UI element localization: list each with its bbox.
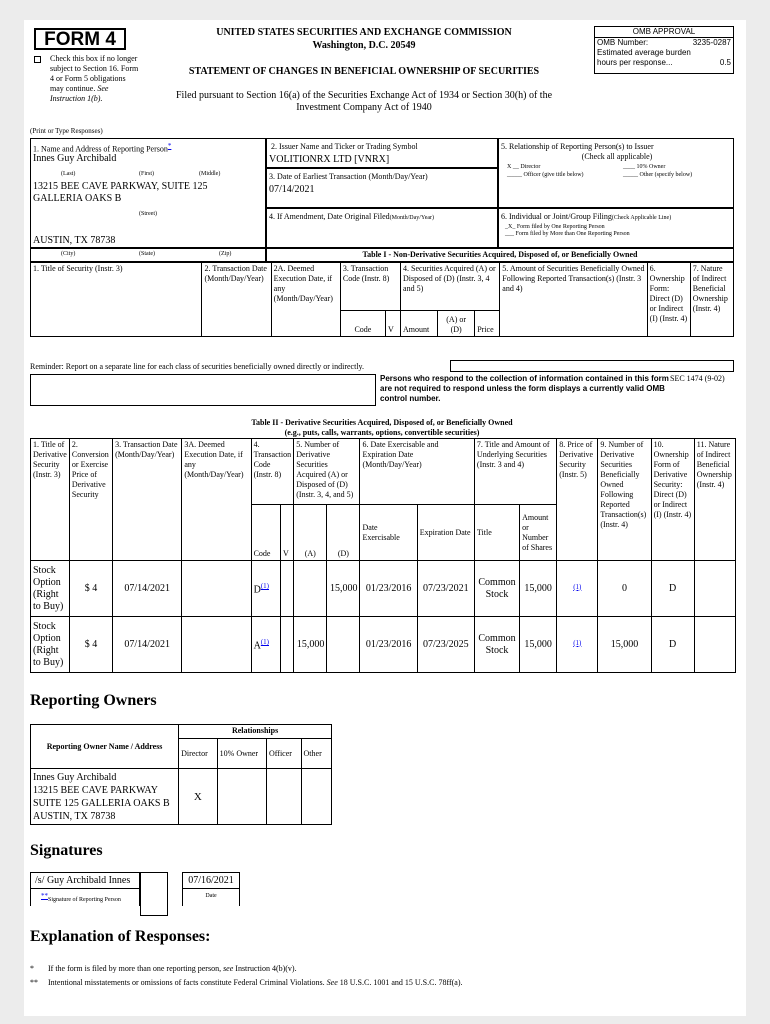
director-option: X __ Director bbox=[507, 164, 541, 170]
checkbox-text: Check this box if no longer subject to Section 16. Form 4 or Form 5 obligations may continue. See Instruction 1(b). bbox=[50, 54, 139, 103]
footnote-star: * If the form is filed by more than one reporting person, see Instruction 4(b)(v). bbox=[30, 964, 297, 973]
reminder-blank-right bbox=[450, 360, 734, 372]
sec-code: SEC 1474 (9-02) bbox=[670, 374, 725, 383]
form-title-box bbox=[34, 28, 126, 50]
persons-notice: Persons who respond to the collection of information contained in this form are not required to respond unless the form displays a currently valid OMB control number. bbox=[380, 374, 669, 403]
signature-box: /s/ Guy Archibald Innes **Signature of Reporting Person bbox=[30, 872, 140, 906]
reporting-person-box: 1. Name and Address of Reporting Person* Innes Guy Archibald (Last) (First) (Middle) 13215 BEE CAVE PARKWAY, SUITE 125 GALLERIA OAKS B (Street) AUSTIN, TX 78738 bbox=[30, 138, 266, 248]
table2-title: Table II - Derivative Securities Acquired, Disposed of, or Beneficially Owned (e.g., puts, calls, warrants, options, convertible securities) bbox=[251, 418, 513, 437]
reporting-owners-heading: Reporting Owners bbox=[30, 692, 157, 709]
table-derivative: 1. Title of Derivative Security (Instr. 3) 2. Conversion or Exercise Price of Derivative Security 3. Transaction Date (Month/Day/Year) 3A. Deemed Execution Date, if any (Month/Day/Year) 4. Transaction Code (Instr. 8) 5. Number of Derivative Securities Acquired (A) or Disposed of (D) (Instr. 3, 4, and 5) 6. Date Exercisable and Expiration Date (Month/Day/Year) 7. Title and Amount of Underlying Securities (Instr. 3 and 4) 8. Price of Derivative Security (Instr. 5) 9. Number of Derivative Securities Beneficially Owned Following Reported Transaction(s) (Instr. 4) 10. Ownership Form of Derivative Security: Direct (D) or Indirect (I) (Instr. 4) 11. Nature of Indirect Beneficial Ownership (Instr. 4) Code V (A) (D) Date Exercisable Expiration Date Title Amount or Number of Shares Stock Option (Right to Buy) $ 4 07/14/2021 D$^{(1)}$ 15,000 01/23/2016 07/23/2021 Common Stock 15,000 (1) 0 D Stock Option (Right to Buy) $ 4 07/14/2021 A$^{(1)}$ 15,000 01/23/2016 07/23/2025 Common Stock 15,000 (1) 15,000 D bbox=[30, 438, 736, 673]
city-state-zip-row: (City) (State) (Zip) bbox=[30, 248, 266, 262]
star-footnote-link[interactable]: * bbox=[167, 142, 172, 150]
amendment-box: 4. If Amendment, Date Original Filed(Month/Day/Year) bbox=[266, 208, 498, 248]
reporting-address: 13215 BEE CAVE PARKWAY, SUITE 125 GALLERIA OAKS B bbox=[33, 181, 208, 204]
table-non-derivative: 1. Title of Security (Instr. 3) 2. Transaction Date (Month/Day/Year) 2A. Deemed Execution Date, if any (Month/Day/Year) 3. Transaction Code (Instr. 8) 4. Securities Acquired (A) or Disposed of (D) (Instr. 3, 4 and 5) 5. Amount of Securities Beneficially Owned Following Reported Transaction(s) (Instr. 3 and 4) 6. Ownership Form: Direct (D) or Indirect (I) (Instr. 4) 7. Nature of Indirect Beneficial Ownership (Instr. 4) Code V Amount (A) or (D) Price bbox=[30, 262, 734, 337]
derivative-row: Stock Option (Right to Buy) $ 4 07/14/2021 A$^{(1)}$ 15,000 01/23/2016 07/23/2025 Common Stock 15,000 (1) 15,000 D bbox=[31, 617, 736, 673]
derivative-row: Stock Option (Right to Buy) $ 4 07/14/2021 D$^{(1)}$ 15,000 01/23/2016 07/23/2021 Common Stock 15,000 (1) 0 D bbox=[31, 561, 736, 617]
statement-title: STATEMENT OF CHANGES IN BENEFICIAL OWNERSHIP OF SECURITIES bbox=[188, 66, 540, 77]
issuer-box: 2. Issuer Name and Ticker or Trading Symbol VOLITIONRX LTD [VNRX] bbox=[266, 138, 498, 168]
table1-title: Table I - Non-Derivative Securities Acquired, Disposed of, or Beneficially Owned bbox=[266, 248, 734, 262]
filing-box: 6. Individual or Joint/Group Filing(Check Applicable Line) _X_ Form filed by One Reporting Person ___ Form filed by More than One Reporting Person bbox=[498, 208, 734, 248]
no-longer-subject-checkbox[interactable] bbox=[34, 56, 41, 63]
earliest-transaction-box: 3. Date of Earliest Transaction (Month/Day/Year) 07/14/2021 bbox=[266, 168, 498, 208]
reporting-person-name: Innes Guy Archibald bbox=[33, 153, 117, 164]
filed-pursuant: Filed pursuant to Section 16(a) of the Securities Exchange Act of 1934 or Section 30(h) of the Investment Company Act of 1940 bbox=[175, 90, 553, 113]
footnote-1-link[interactable]: (1) bbox=[573, 638, 582, 647]
officer-option: _____ Officer (give title below) bbox=[507, 172, 584, 178]
form-sheet bbox=[24, 20, 746, 1016]
ten-pct-option: ____ 10% Owner bbox=[623, 164, 666, 170]
date-box: 07/16/2021 Date bbox=[182, 872, 240, 906]
omb-approval-box: OMB APPROVAL OMB Number: 3235-0287 Estimated average burden hours per response... 0.5 bbox=[594, 26, 734, 74]
reminder-text: Reminder: Report on a separate line for each class of securities beneficially owned directly or indirectly. bbox=[30, 362, 365, 371]
reminder-blank-left bbox=[30, 374, 376, 406]
print-or-type: (Print or Type Responses) bbox=[30, 127, 103, 135]
agency-header: UNITED STATES SECURITIES AND EXCHANGE COMMISSION Washington, D.C. 20549 bbox=[216, 27, 512, 51]
footnote-double-star: ** Intentional misstatements or omissions of facts constitute Federal Criminal Violations. See 18 U.S.C. 1001 and 15 U.S.C. 78ff(a). bbox=[30, 978, 463, 987]
earliest-transaction-date: 07/14/2021 bbox=[269, 184, 315, 195]
footnote-1-link[interactable]: (1) bbox=[573, 582, 582, 591]
other-option: _____ Other (specify below) bbox=[623, 172, 693, 178]
signatures-heading: Signatures bbox=[30, 842, 103, 859]
signature-gap-box bbox=[140, 872, 168, 916]
issuer-name: VOLITIONRX LTD [VNRX] bbox=[269, 154, 390, 165]
owner-name-address: Innes Guy Archibald 13215 BEE CAVE PARKWAY SUITE 125 GALLERIA OAKS B AUSTIN, TX 78738 bbox=[31, 769, 179, 825]
reporting-owners-table: Reporting Owner Name / Address Relationships Director 10% Owner Officer Other Innes Guy Archibald 13215 BEE CAVE PARKWAY SUITE 125 GALLERIA OAKS B AUSTIN, TX 78738 X bbox=[30, 724, 332, 825]
explanation-heading: Explanation of Responses: bbox=[30, 928, 211, 945]
footnote-1-link[interactable]: (1) bbox=[260, 638, 269, 647]
relationship-box: 5. Relationship of Reporting Person(s) to Issuer (Check all applicable) X __ Director ____ 10% Owner _____ Officer (give title below) _____ Other (specify below) bbox=[498, 138, 734, 208]
footnote-1-link[interactable]: (1) bbox=[260, 582, 269, 591]
form-title: FORM 4 bbox=[44, 29, 116, 50]
reporting-city: AUSTIN, TX 78738 bbox=[33, 235, 116, 246]
